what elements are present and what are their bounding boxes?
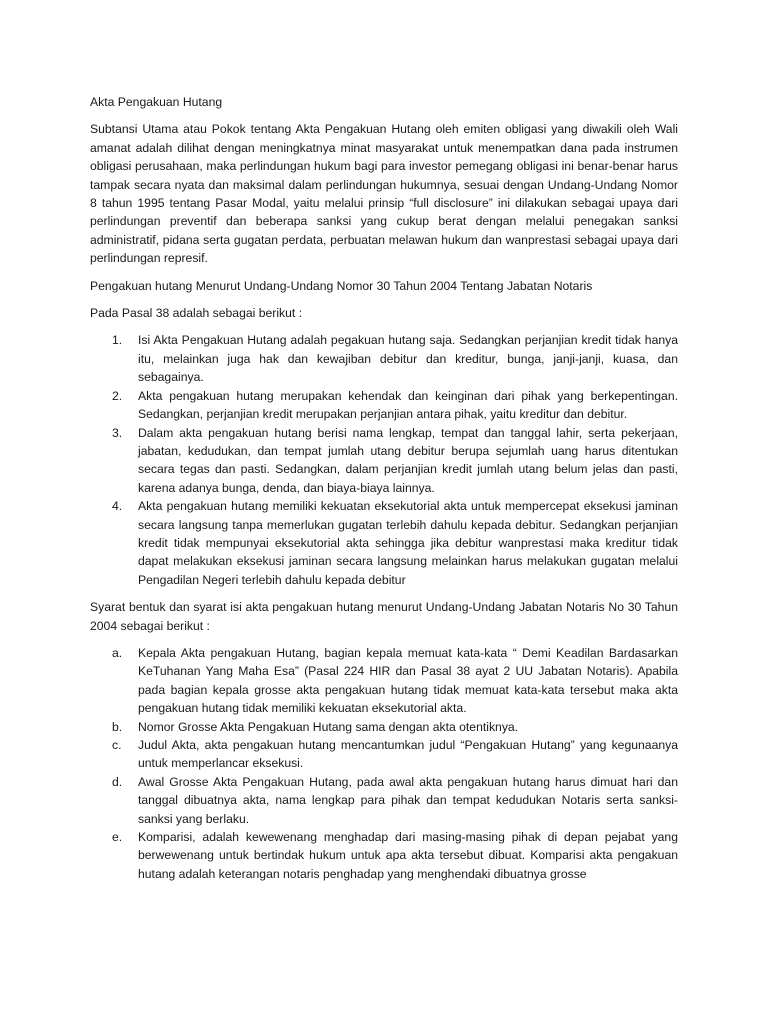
list-item bbox=[112, 644, 678, 718]
list-item bbox=[112, 828, 678, 883]
list-item bbox=[112, 424, 678, 498]
document-page bbox=[90, 93, 678, 892]
intro-paragraph: Subtansi Utama atau Pokok tentang Akta Pengakuan Hutang oleh emiten obligasi yang diwakili oleh Wali amanat adalah dilihat dengan meningkatnya minat masyarakat untuk menempatkan dana pada instrumen obligasi perusahaan, maka perlindungan hukum bagi para investor pemegang obligasi ini benar-benar harus tampak secara nyata dan maksimal dalam perlindungan hukumnya, sesuai dengan Undang-Undang Nomor 8 tahun 1995 tentang Pasar Modal, yaitu melalui prinsip “full disclosure” ini dilakukan sebagai upaya dari perlindungan preventif dan beberapa sanksi yang cukup berat dengan melalui penegakan sanksi administratif, pidana serta gugatan perdata, perbuatan melawan hukum dan wanprestasi sebagai upaya dari perlindungan represif. bbox=[90, 122, 678, 266]
list-marker: 1. bbox=[112, 333, 123, 348]
pasal-38-heading: Pada Pasal 38 adalah sebagai berikut : bbox=[90, 306, 303, 321]
list-item bbox=[112, 497, 678, 589]
list-item-text: Kepala Akta pengakuan Hutang, bagian kepala memuat kata-kata “ Demi Keadilan Bardasarkan KeTuhanan Yang Maha Esa” (Pasal 224 HIR dan Pasal 38 ayat 2 UU Jabatan Notaris). Apabila pada bagian kepala grosse akta pengakuan hutang tidak memuat kata-kata tersebut maka akta pengakuan hutang tidak memiliki kekuatan eksekutorial akta. bbox=[138, 645, 678, 716]
list-marker: 2. bbox=[112, 388, 123, 403]
section-heading-uu-30: Pengakuan hutang Menurut Undang-Undang Nomor 30 Tahun 2004 Tentang Jabatan Notaris bbox=[90, 278, 593, 293]
list-marker: 4. bbox=[112, 499, 123, 514]
list-item-text: Judul Akta, akta pengakuan hutang mencantumkan judul “Pengakuan Hutang” yang kegunaanya untuk memperlancar eksekusi. bbox=[138, 738, 678, 771]
list-item-text: Akta pengakuan hutang merupakan kehendak dan keinginan dari pihak yang berkepentingan. Sedangkan, perjanjian kredit merupakan perjanjian antara pihak, yaitu kreditur dan debitur. bbox=[138, 388, 678, 422]
list-item-text: Akta pengakuan hutang memiliki kekuatan eksekutorial akta untuk mempercepat eksekusi jaminan secara langsung tanpa memerlukan gugatan terlebih dahulu kepada debitur. Sedangkan perjanjian kredit tidak mempunyai eksekutorial akta sehingga jika debitur wanprestasi maka kreditur tidak dapat melakukan eksekusi jaminan secara langsung melainkan harus melakukan gugatan melalui Pengadilan Negeri terlebih dahulu kepada debitur bbox=[138, 499, 678, 587]
list-marker: a. bbox=[112, 645, 123, 660]
list-item-text: Isi Akta Pengakuan Hutang adalah pegakuan hutang saja. Sedangkan perjanjian kredit tidak hanya itu, melainkan juga hak dan kewajiban debitur dan kreditur, bunga, janji-janji, kuasa, dan sebagainya. bbox=[138, 333, 678, 385]
list-item-text: Dalam akta pengakuan hutang berisi nama lengkap, tempat dan tanggal lahir, serta pekerjaan, jabatan, kedudukan, dan tempat jumlah utang debitur berupa sejumlah uang harus ditentukan secara tegas dan pasti. Sedangkan, dalam perjanjian kredit jumlah utang belum jelas dan pasti, karena adanya bunga, denda, dan biaya-biaya lainnya. bbox=[138, 425, 678, 495]
list-item bbox=[112, 736, 678, 773]
lettered-list bbox=[90, 644, 678, 883]
list-marker: b. bbox=[112, 719, 123, 734]
list-item bbox=[112, 331, 678, 386]
list-item-text: Komparisi, adalah kewewenang menghadap dari masing-masing pihak di depan pejabat yang berwewenang untuk bertindak hukum untuk apa akta tersebut dibuat. Komparisi akta pengakuan hutang adalah keterangan notaris penghadap yang menghendaki dibuatnya grosse bbox=[138, 830, 678, 881]
list-item-text: Nomor Grosse Akta Pengakuan Hutang sama dengan akta otentiknya. bbox=[138, 719, 519, 734]
list-marker: c. bbox=[112, 738, 122, 752]
syarat-paragraph: Syarat bentuk dan syarat isi akta pengakuan hutang menurut Undang-Undang Jabatan Notaris No 30 Tahun 2004 sebagai berikut : bbox=[90, 600, 678, 633]
list-item bbox=[112, 387, 678, 424]
document-title: Akta Pengakuan Hutang bbox=[90, 95, 223, 109]
list-item-text: Awal Grosse Akta Pengakuan Hutang, pada awal akta pengakuan hutang harus dimuat hari dan tanggal dibuatnya akta, nama lengkap para pihak dan tempat kedudukan Notaris serta sanksi-sanksi yang berlaku. bbox=[138, 774, 678, 826]
list-marker: d. bbox=[112, 774, 123, 789]
list-item bbox=[112, 773, 678, 828]
list-item bbox=[112, 718, 678, 736]
list-marker: 3. bbox=[112, 425, 123, 440]
list-marker: e. bbox=[112, 830, 123, 845]
numbered-list bbox=[90, 331, 678, 589]
